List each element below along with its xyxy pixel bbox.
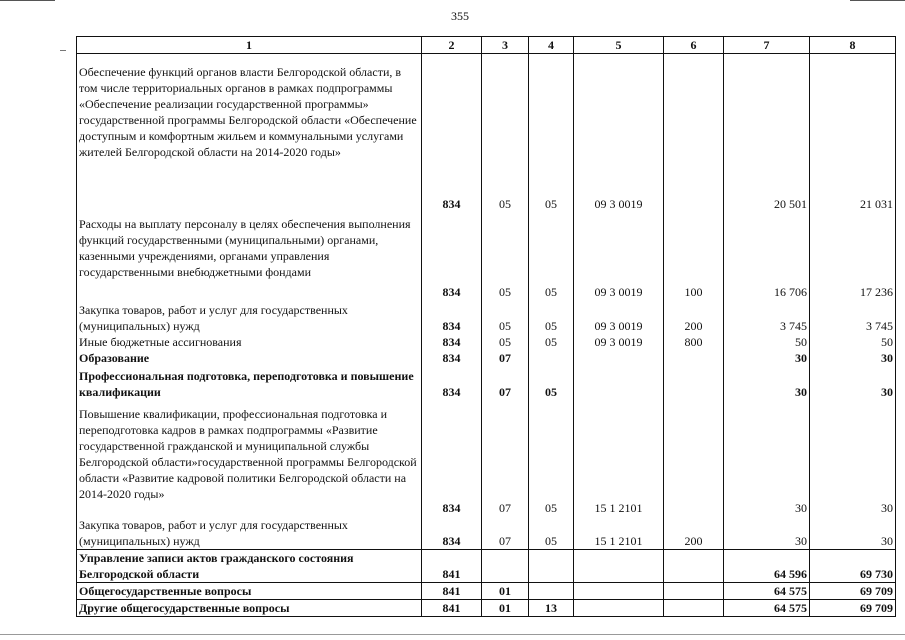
row-amount-2016: 30 <box>810 400 896 516</box>
row-expense-type <box>664 366 724 400</box>
row-subsection <box>529 583 574 600</box>
row-target-item <box>574 350 664 366</box>
row-target-item <box>574 550 664 583</box>
row-admin-code: 834 <box>422 400 482 516</box>
row-subsection: 05 <box>529 334 574 350</box>
row-subsection <box>529 550 574 583</box>
row-section: 01 <box>482 583 529 600</box>
row-admin-code: 841 <box>422 600 482 617</box>
table-row <box>77 400 896 516</box>
row-amount-2016: 30 <box>810 350 896 366</box>
table-row <box>77 600 896 617</box>
table-row <box>77 334 896 350</box>
row-name: Закупка товаров, работ и услуг для государственных (муниципальных) нужд <box>77 516 422 550</box>
row-subsection <box>529 350 574 366</box>
table-row <box>77 300 896 334</box>
row-amount-2016: 69 709 <box>810 600 896 617</box>
row-amount-2015: 64 575 <box>724 600 810 617</box>
row-amount-2015: 30 <box>724 350 810 366</box>
table-row <box>77 583 896 600</box>
row-amount-2015: 30 <box>724 366 810 400</box>
header-col-2: 2 <box>422 37 482 54</box>
header-col-3: 3 <box>482 37 529 54</box>
row-section: 05 <box>482 334 529 350</box>
row-amount-2015: 30 <box>724 400 810 516</box>
table-row <box>77 54 896 212</box>
row-amount-2016: 69 730 <box>810 550 896 583</box>
row-amount-2016: 21 031 <box>810 54 896 212</box>
row-amount-2016: 3 745 <box>810 300 896 334</box>
scan-mark <box>60 50 66 51</box>
row-section: 07 <box>482 516 529 550</box>
row-target-item: 15 1 2101 <box>574 400 664 516</box>
row-section: 05 <box>482 212 529 300</box>
row-name: Другие общегосударственные вопросы <box>77 600 422 617</box>
row-amount-2016: 69 709 <box>810 583 896 600</box>
header-col-1: 1 <box>77 37 422 54</box>
row-amount-2015: 50 <box>724 334 810 350</box>
row-section <box>482 550 529 583</box>
row-name: Управление записи актов гражданского состояния Белгородской области <box>77 550 422 583</box>
row-amount-2015: 64 596 <box>724 550 810 583</box>
row-name: Образование <box>77 350 422 366</box>
row-amount-2016: 30 <box>810 516 896 550</box>
row-target-item <box>574 583 664 600</box>
row-target-item: 15 1 2101 <box>574 516 664 550</box>
row-name: Профессиональная подготовка, переподготовка и повышение квалификации <box>77 366 422 400</box>
row-target-item: 09 3 0019 <box>574 212 664 300</box>
row-section: 05 <box>482 300 529 334</box>
row-section: 07 <box>482 350 529 366</box>
table-row <box>77 212 896 300</box>
row-admin-code: 834 <box>422 212 482 300</box>
table-row <box>77 366 896 400</box>
header-row <box>77 37 896 54</box>
row-subsection: 05 <box>529 400 574 516</box>
row-admin-code: 834 <box>422 366 482 400</box>
row-expense-type <box>664 54 724 212</box>
row-name: Расходы на выплату персоналу в целях обеспечения выполнения функций государственными (муниципальными) органами, казенными учреждениями, органами управления государственными внебюджетными фондами <box>77 212 422 300</box>
scan-bottom-rule <box>0 634 905 635</box>
row-amount-2015: 16 706 <box>724 212 810 300</box>
scan-top-rule-right <box>850 0 905 1</box>
row-amount-2015: 64 575 <box>724 583 810 600</box>
row-admin-code: 841 <box>422 550 482 583</box>
row-target-item: 09 3 0019 <box>574 334 664 350</box>
header-col-4: 4 <box>529 37 574 54</box>
header-col-7: 7 <box>724 37 810 54</box>
row-section: 07 <box>482 400 529 516</box>
row-amount-2016: 50 <box>810 334 896 350</box>
row-name: Повышение квалификации, профессиональная подготовка и переподготовка кадров в рамках подпрограммы «Развитие государственной гражданской и муниципальной службы Белгородской области»государственной программы Белгородской области «Развитие кадровой политики Белгородской области на 2014-2020 годы» <box>77 400 422 516</box>
row-expense-type <box>664 583 724 600</box>
row-name: Закупка товаров, работ и услуг для государственных (муниципальных) нужд <box>77 300 422 334</box>
row-expense-type: 200 <box>664 300 724 334</box>
row-subsection: 05 <box>529 212 574 300</box>
row-expense-type: 100 <box>664 212 724 300</box>
scan-top-rule-left <box>0 0 55 1</box>
row-expense-type <box>664 550 724 583</box>
row-amount-2015: 20 501 <box>724 54 810 212</box>
row-target-item: 09 3 0019 <box>574 300 664 334</box>
row-target-item <box>574 600 664 617</box>
row-target-item <box>574 366 664 400</box>
row-admin-code: 834 <box>422 516 482 550</box>
header-col-8: 8 <box>810 37 896 54</box>
page-number: 355 <box>451 9 469 23</box>
row-expense-type <box>664 600 724 617</box>
row-name: Общегосударственные вопросы <box>77 583 422 600</box>
row-amount-2016: 17 236 <box>810 212 896 300</box>
row-subsection: 05 <box>529 516 574 550</box>
row-subsection: 05 <box>529 54 574 212</box>
row-expense-type: 200 <box>664 516 724 550</box>
row-target-item: 09 3 0019 <box>574 54 664 212</box>
row-admin-code: 834 <box>422 334 482 350</box>
row-amount-2015: 3 745 <box>724 300 810 334</box>
header-col-5: 5 <box>574 37 664 54</box>
table-row <box>77 516 896 550</box>
row-expense-type <box>664 400 724 516</box>
row-subsection: 13 <box>529 600 574 617</box>
row-section: 01 <box>482 600 529 617</box>
row-admin-code: 841 <box>422 583 482 600</box>
row-amount-2016: 30 <box>810 366 896 400</box>
row-admin-code: 834 <box>422 350 482 366</box>
row-section: 05 <box>482 54 529 212</box>
row-subsection: 05 <box>529 366 574 400</box>
row-subsection: 05 <box>529 300 574 334</box>
row-amount-2015: 30 <box>724 516 810 550</box>
table-row <box>77 350 896 366</box>
budget-table <box>76 36 896 617</box>
row-admin-code: 834 <box>422 300 482 334</box>
row-expense-type <box>664 350 724 366</box>
header-col-6: 6 <box>664 37 724 54</box>
row-name: Обеспечение функций органов власти Белгородской области, в том числе территориальных органов в рамках подпрограммы «Обеспечение реализации государственной программы» государственной программы Белгородской области «Обеспечение доступным и комфортным жильем и коммунальными услугами жителей Белгородской области на 2014-2020 годы» <box>77 54 422 212</box>
row-name: Иные бюджетные ассигнования <box>77 334 422 350</box>
row-admin-code: 834 <box>422 54 482 212</box>
row-expense-type: 800 <box>664 334 724 350</box>
row-section: 07 <box>482 366 529 400</box>
table-row <box>77 550 896 583</box>
